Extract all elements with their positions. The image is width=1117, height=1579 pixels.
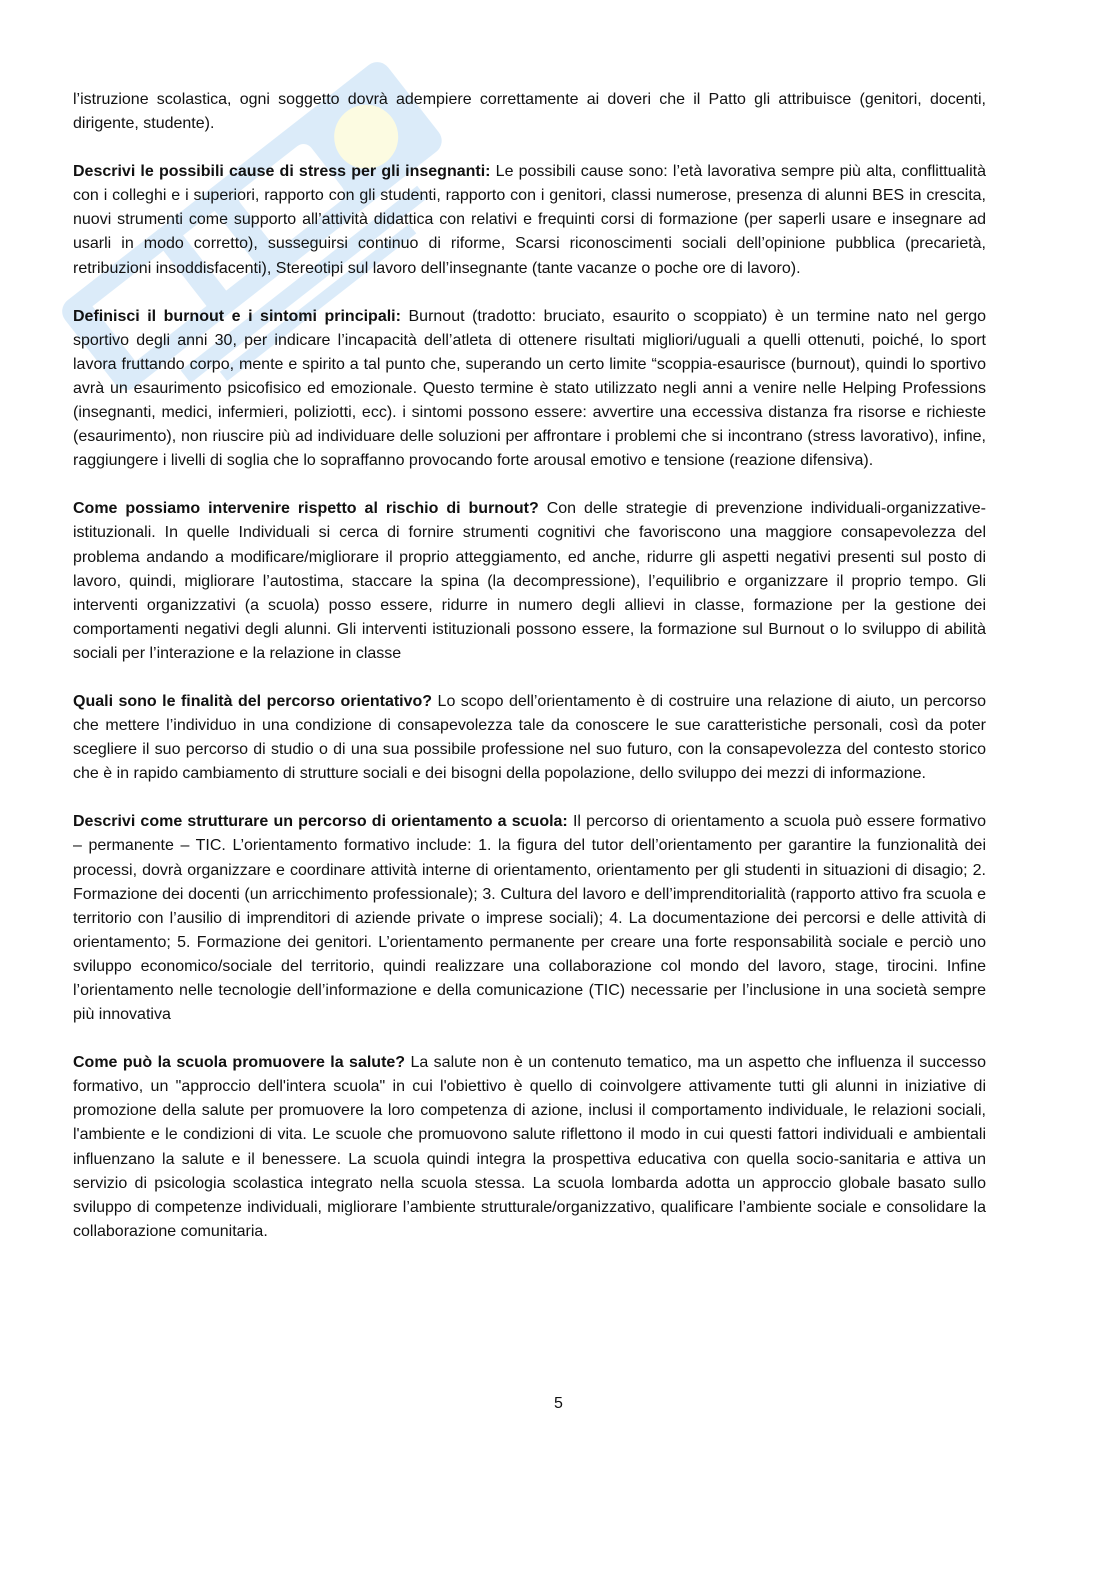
question-heading: Descrivi come strutturare un percorso di orientamento a scuola: xyxy=(73,813,568,831)
question-heading: Descrivi le possibili cause di stress per gli insegnanti: xyxy=(73,163,491,181)
question-heading: Definisci il burnout e i sintomi principali: xyxy=(73,307,401,325)
section-orientation-structure xyxy=(73,810,986,1027)
section-burnout-definition xyxy=(73,305,986,474)
section-burnout-intervention xyxy=(73,497,986,666)
section-stress-causes xyxy=(73,160,986,280)
answer-text: La salute non è un contenuto tematico, ma un aspetto che influenza il successo formativo, un "approccio dell'intera scuola" in cui l'obiettivo è quello di coinvolgere attivamente tutti gli alunni in iniziative di promozione della salute per promuovere la loro competenza di azione, inclusi il comportamento individuale, le relazioni sociali, l'ambiente e le condizioni di vita. Le scuole che promuovono salute riflettono il modo in cui questi fattori individuali e ambientali influenzano la salute e il benessere. La scuola quindi integra la prospettiva educativa con quella socio-sanitaria e attiva un servizio di psicologia scolastica integrato nella scuola stessa. La scuola lombarda adotta un approccio globale basato sullo sviluppo di competenze individuali, migliorare l’ambiente strutturale/organizzativo, qualificare l’ambiente sociale e consolidare la collaborazione comunitaria. xyxy=(73,1054,986,1240)
answer-text: Con delle strategie di prevenzione individuali-organizzative-istituzionali. In quelle Individuali si cerca di fornire strumenti cognitivi che favoriscono una maggiore consapevolezza del problema andando a modificare/migliorare il proprio atteggiamento, ed anche, ridurre gli aspetti negativi presenti sul posto di lavoro, quindi, migliorare l’autostima, staccare la spina (la decompressione), l’equilibrio e organizzare il proprio tempo. Gli interventi organizzativi (a scuola) posso essere, ridurre in numero degli allievi in classe, formazione per la gestione dei comportamenti negativi degli alunni. Gli interventi istituzionali possono essere, la formazione sul Burnout o lo sviluppo di abilità sociali per l’interazione e la relazione in classe xyxy=(73,500,986,662)
question-heading: Quali sono le finalità del percorso orientativo? xyxy=(73,692,433,710)
section-orientation-goals xyxy=(73,690,986,786)
question-heading: Come possiamo intervenire rispetto al rischio di burnout? xyxy=(73,500,539,518)
answer-text: Burnout (tradotto: bruciato, esaurito o scoppiato) è un termine nato nel gergo sportivo degli anni 30, per indicare l’incapacità dell’atleta di ottenere risultati migliori/uguali a quelli ottenuti, poiché, lo sport lavora fruttando corpo, mente e spirito a tal punto che, superando un certo limite “scoppia-esaurisce (burnout), quindi lo sportivo avrà un esaurimento psicofisico ed emozionale. Questo termine è stato utilizzato negli anni a venire nelle Helping Professions (insegnanti, medici, infermieri, poliziotti, ecc). i sintomi possono essere: avvertire una eccessiva distanza fra risorse e richieste (esaurimento), non riuscire più ad individuare delle soluzioni per affrontare i problemi che si incontrano (stress lavorativo), infine, raggiungere i livelli di soglia che lo sopraffanno provocando forte arousal emotivo e tensione (reazione difensiva). xyxy=(73,307,987,470)
intro-paragraph: l’istruzione scolastica, ogni soggetto dovrà adempiere correttamente ai doveri che il Patto gli attribuisce (genitori, docenti, dirigente, studente). xyxy=(73,91,986,133)
page-number: 5 xyxy=(554,1395,563,1412)
answer-text: Le possibili cause sono: l’età lavorativa sempre più alta, conflittualità con i colleghi e i superiori, rapporto con gli studenti, rapporto con i genitori, classi numerose, presenza di alunni BES in crescita, nuovi strumenti come supporto all’attività didattica con relativi e frequinti corsi di formazione (per saperli usare e insegnare ad usarli in modo corretto), susseguirsi continuo di riforme, Scarsi riconoscimenti sociali dell’opinione pubblica (precarietà, retribuzioni insoddisfacenti), Stereotipi sul lavoro dell’insegnante (tante vacanze o poche ore di lavoro). xyxy=(73,163,987,277)
answer-text: Il percorso di orientamento a scuola può essere formativo – permanente – TIC. L’orientamento formativo include: 1. la figura del tutor dell’orientamento per garantire la funzionalità dei processi, dovrà organizzare e coordinare attività interne di orientamento, orientamento per gli studenti in situazioni di disagio; 2. Formazione dei docenti (un arricchimento professionale); 3. Cultura del lavoro e dell’imprenditorialità (rapporto attivo fra scuola e territorio con l’ausilio di imprenditori di aziende private o imprese sociali); 4. La documentazione dei percorsi e delle attività di orientamento; 5. Formazione dei genitori. L’orientamento permanente per creare una forte responsabilità sociale e perciò uno sviluppo economico/sociale del territorio, quindi realizzare una collaborazione col mondo del lavoro, stage, tirocini. Infine l’orientamento nelle tecnologie dell’informazione e della comunicazione (TIC) necessarie per l’inclusione in una società sempre più innovativa xyxy=(73,813,986,1024)
document-body xyxy=(73,88,986,1268)
answer-text: Lo scopo dell’orientamento è di costruire una relazione di aiuto, un percorso che mettere l’individuo in una condizione di consapevolezza tale da conoscere le sue caratteristiche personali, così da poter scegliere il suo percorso di studio o di una sua possibile professione nel suo futuro, con la consapevolezza del contesto storico che è in rapido cambiamento di strutture sociali e dei bisogni della popolazione, dello sviluppo dei mezzi di informazione. xyxy=(73,692,986,783)
section-health-promotion xyxy=(73,1051,986,1244)
question-heading: Come può la scuola promuovere la salute? xyxy=(73,1054,406,1072)
